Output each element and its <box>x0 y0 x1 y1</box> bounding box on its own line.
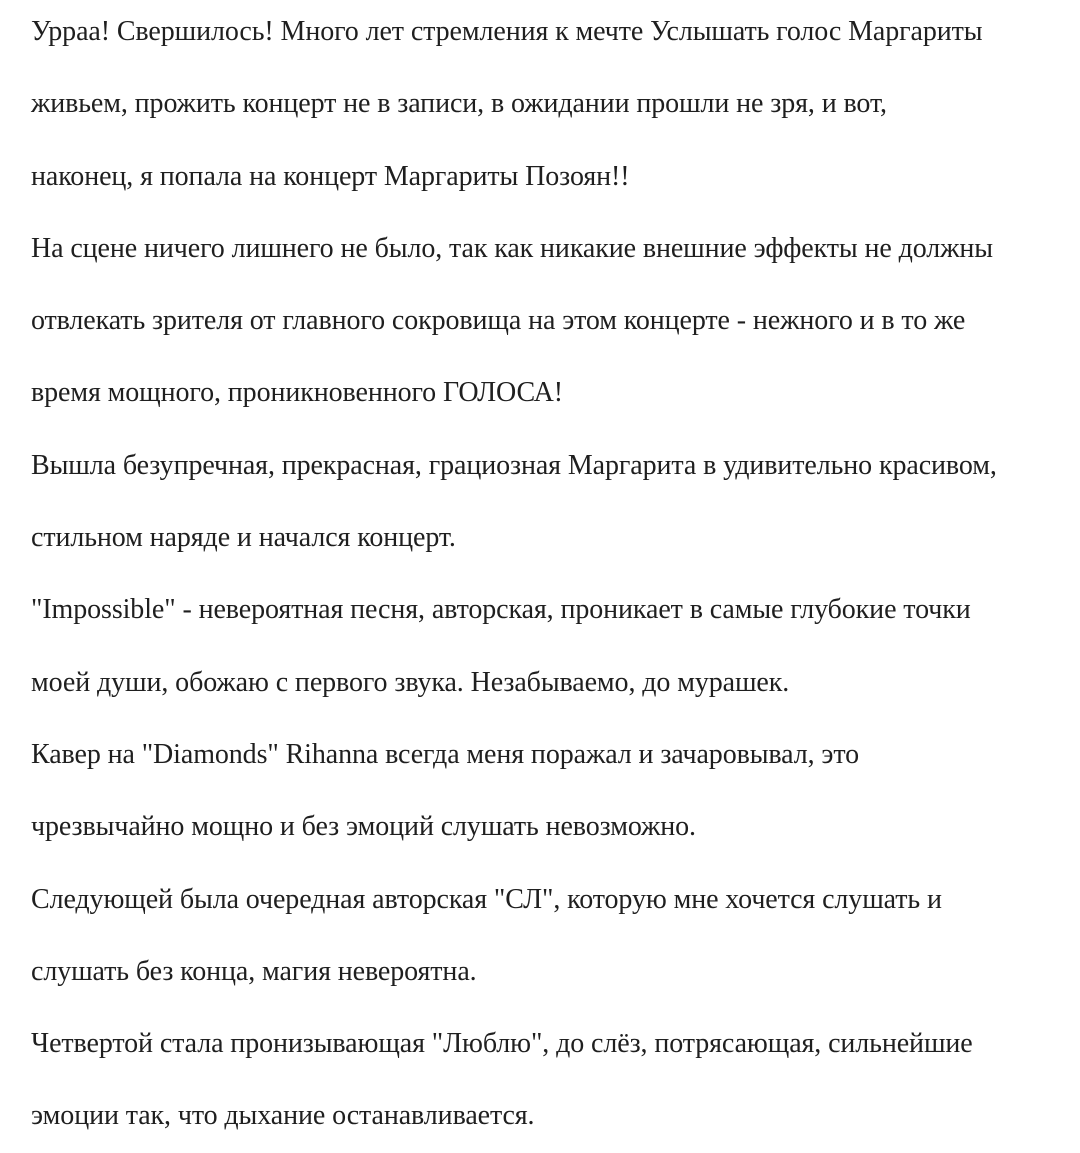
text-line: Вышла безупречная, прекрасная, грациозная Маргарита в удивительно красивом, <box>31 449 997 481</box>
text-line: Следующей была очередная авторская "СЛ", которую мне хочется слушать и <box>31 883 942 915</box>
text-line: стильном наряде и начался концерт. <box>31 522 456 554</box>
text-line: Кавер на "Diamonds" Rihanna всегда меня поражал и зачаровывал, это <box>31 738 860 770</box>
text-line: наконец, я попала на концерт Маргариты Позоян!! <box>31 160 630 192</box>
text-line: Урраа! Свершилось! Много лет стремления к мечте Услышать голос Маргариты <box>31 16 983 47</box>
text-line: моей души, обожаю с первого звука. Незабываемо, до мурашек. <box>31 666 790 698</box>
text-line: отвлекать зрителя от главного сокровища на этом концерте - нежного и в то же <box>31 305 966 337</box>
text-line: живьем, прожить концерт не в записи, в ожидании прошли не зря, и вот, <box>31 88 887 120</box>
text-line: эмоции так, что дыхание останавливается. <box>31 1100 535 1132</box>
text-line: слушать без конца, магия невероятна. <box>31 955 477 987</box>
text-line: "Impossible" - невероятная песня, авторская, проникает в самые глубокие точки <box>31 594 971 626</box>
text-line: На сцене ничего лишнего не было, так как никакие внешние эффекты не должны <box>31 232 994 264</box>
article-text <box>31 0 1071 1153</box>
text-line: время мощного, проникновенного ГОЛОСА! <box>31 377 563 409</box>
text-line: Четвертой стала пронизывающая "Люблю", до слёз, потрясающая, сильнейшие <box>31 1028 973 1060</box>
text-line: чрезвычайно мощно и без эмоций слушать невозможно. <box>31 811 696 843</box>
